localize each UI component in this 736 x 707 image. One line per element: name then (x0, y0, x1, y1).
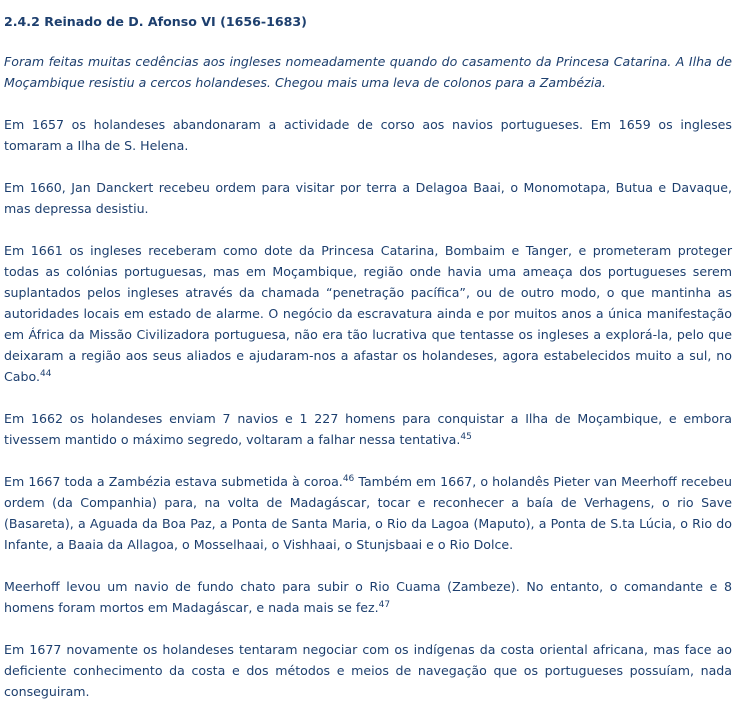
footnote-ref-44[interactable]: 44 (40, 369, 52, 379)
footnote-ref-45[interactable]: 45 (460, 432, 472, 442)
paragraph-meerhoff (4, 576, 732, 618)
paragraph-1662-text: Em 1662 os holandeses enviam 7 navios e 1 227 homens para conquistar a Ilha de Moçambique, e embora tivessem mantido o máximo segredo, voltaram a falhar nessa tentativa. (4, 411, 732, 447)
footnote-ref-47[interactable]: 47 (378, 600, 391, 610)
paragraph-1661 (4, 240, 732, 387)
footnote-ref-46[interactable]: 46 (342, 474, 355, 484)
paragraph-1657: Em 1657 os holandeses abandonaram a actividade de corso aos navios portugueses. Em 1659 os ingleses tomaram a Ilha de S. Helena. (4, 117, 732, 153)
paragraph-1661-text: Em 1661 os ingleses receberam como dote da Princesa Catarina, Bombaim e Tanger, e prometeram proteger todas as colónias portuguesas, mas em Moçambique, região onde havia uma ameaça dos portugueses serem suplantados pelos ingleses através da chamada “penetração pacífica”, ou de outro modo, o que mantinha as autoridades locais em estado de alarme. O negócio da escravatura ainda e por muitos anos a única manifestação em África da Missão Civilizadora portuguesa, não era tão lucrativa que tentasse os ingleses a explorá-la, pelo que deixaram a região aos seus aliados e ajudaram-nos a afastar os holandeses, agora estabelecidos muito a sul, no Cabo. (4, 243, 732, 384)
paragraph-1667-text-a: Em 1667 toda a Zambézia estava submetida à coroa. (4, 474, 343, 489)
paragraph-1660: Em 1660, Jan Danckert recebeu ordem para visitar por terra a Delagoa Baai, o Monomotapa, Butua e Davaque, mas depressa desistiu. (4, 180, 732, 216)
paragraph-1667 (4, 471, 732, 555)
paragraph-1667-text-b: Também em 1667, o holandês Pieter van Meerhoff recebeu ordem (da Companhia) para, na volta de Madagáscar, tocar e reconhecer a baía de Verhagens, o rio Save (Basareta), a Aguada da Boa Paz, a Ponta de Santa Maria, o Rio da Lagoa (Maputo), a Ponta de S.ta Lúcia, o Rio do Infante, a Baaia da Allagoa, o Mosselhaai, o Vishhaai, o Stunjsbaai e o Rio Dolce. (4, 474, 732, 552)
section-heading: 2.4.2 Reinado de D. Afonso VI (1656-1683) (4, 14, 307, 29)
intro-summary: Foram feitas muitas cedências aos ingleses nomeadamente quando do casamento da Princesa Catarina. A Ilha de Moçambique resistiu a cercos holandeses. Chegou mais uma leva de colonos para a Zambézia. (4, 54, 732, 90)
paragraph-1662 (4, 408, 732, 450)
paragraph-meerhoff-text: Meerhoff levou um navio de fundo chato para subir o Rio Cuama (Zambeze). No entanto, o comandante e 8 homens foram mortos em Madagáscar, e nada mais se fez. (4, 579, 732, 615)
document-page (4, 0, 732, 702)
paragraph-1677: Em 1677 novamente os holandeses tentaram negociar com os indígenas da costa oriental africana, mas face ao deficiente conhecimento da costa e dos métodos e meios de navegação que os portugueses possuíam, nada conseguiram. (4, 642, 732, 699)
